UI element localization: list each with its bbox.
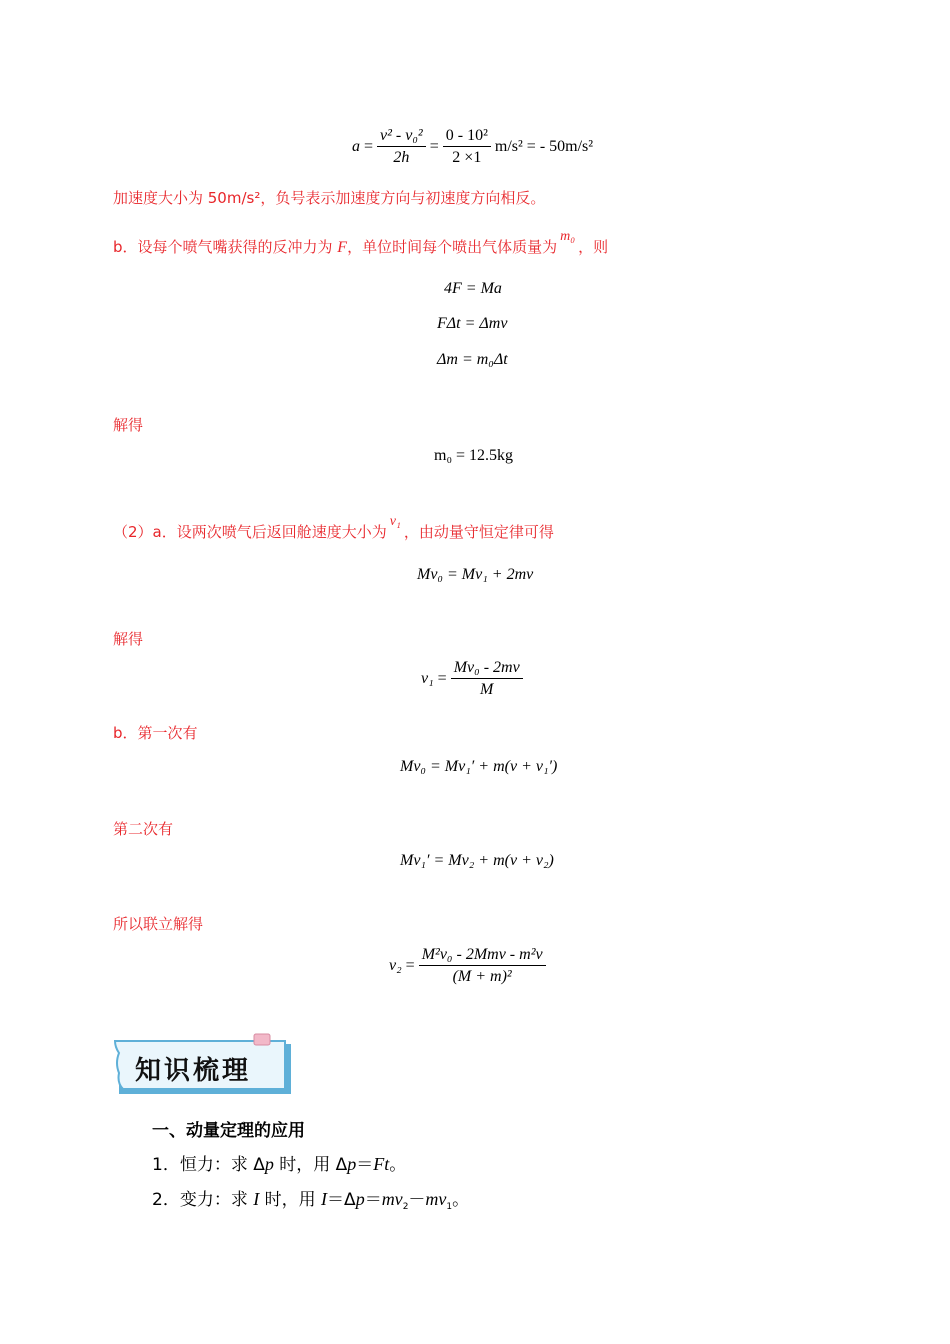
eq-lhs: a — [352, 138, 360, 156]
b-text-3: ，则 — [578, 238, 609, 256]
item-2-mv1: mv — [425, 1189, 447, 1209]
item-1-text-b: 时，用 Δ — [273, 1155, 348, 1175]
part2a-paragraph — [113, 514, 554, 542]
section-heading: 一、动量定理的应用 — [152, 1121, 305, 1141]
item-2-text-f: 。 — [452, 1190, 470, 1210]
equation-Fdt: FΔt = Δmv — [437, 315, 508, 332]
item-1-p2: p — [347, 1154, 357, 1174]
item-2 — [152, 1185, 469, 1212]
b-text-2: ，单位时间每个喷出气体质量为 — [347, 238, 558, 256]
result-v2-fraction — [419, 945, 546, 988]
fraction-1-num: v² - v₀² — [377, 126, 426, 147]
item-2-text-c: ＝Δ — [327, 1190, 356, 1210]
section-banner — [113, 1033, 295, 1097]
jiede-2: 解得 — [113, 630, 144, 648]
part2a-text-1: （2）a．设两次喷气后返回舱速度大小为 — [113, 523, 387, 541]
banner-title: 知识梳理 — [135, 1056, 252, 1086]
result-v1-lhs: v₁ — [421, 670, 434, 688]
result-v2: v₂ = $\frac{\text{M²v₀ - 2Mmv - m²v}}{\text{(M + m)²}}$ — [389, 945, 546, 988]
fraction-1-den: 2h — [393, 149, 410, 166]
equation-4F: 4F = Ma — [444, 280, 502, 297]
second-time-label: 第二次有 — [113, 820, 174, 838]
b-symbol-m0: m₀ — [560, 229, 576, 244]
unit: m/s² — [494, 138, 523, 156]
item-2-sub-2: 2 — [402, 1202, 409, 1212]
item-2-p: p — [355, 1189, 365, 1209]
jiede-1: 解得 — [113, 416, 144, 434]
part2a-text-2: ，由动量守恒定律可得 — [403, 523, 554, 541]
item-1 — [152, 1150, 406, 1175]
first-time-equation: Mv₀ = Mv₁′ + m(v + v₁′) — [400, 758, 558, 775]
b-symbol-F: F — [337, 239, 348, 256]
item-1-text-d: 。 — [389, 1155, 407, 1175]
equation-acceleration: a = $\frac{\text{v² - v₀²}}{2h}$ = $\frac{\text{0 - 10²}}{2 \times 1}$ m/s² = - 50m/s² — [352, 126, 593, 169]
part2a-symbol-v1: v₁ — [389, 514, 401, 529]
item-1-text-c: ＝ — [356, 1155, 374, 1175]
result-v2-lhs: v₂ — [389, 957, 402, 975]
eq-rhs: - 50m/s² — [539, 138, 594, 156]
item-1-text-a: 1．恒力：求 Δ — [152, 1155, 265, 1175]
item-2-sub-1: 1 — [446, 1202, 453, 1212]
fraction-2-num: 0 - 10² — [443, 126, 491, 147]
item-2-text-b: 时，用 — [259, 1190, 322, 1210]
item-2-I: I — [253, 1189, 260, 1209]
result-v2-num: M²v₀ - 2Mmv - m²v — [419, 945, 546, 966]
item-2-text-a: 2．变力：求 — [152, 1190, 254, 1210]
b-text-1: b．设每个喷气嘴获得的反冲力为 — [113, 238, 338, 256]
item-2-I2: I — [321, 1189, 328, 1209]
fraction-2 — [443, 126, 491, 169]
result-v1: v₁ = $\frac{\text{Mv₀ - 2mv}}{M}$ — [421, 658, 523, 701]
result-v1-den: M — [480, 681, 494, 698]
momentum-equation: Mv₀ = Mv₁ + 2mv — [417, 566, 534, 583]
fraction-1 — [377, 126, 426, 169]
result-m0: m₀ = 12.5kg — [434, 447, 514, 464]
item-1-Ft: Ft — [373, 1154, 390, 1174]
b-paragraph — [113, 229, 609, 257]
combine-label: 所以联立解得 — [113, 915, 204, 933]
item-2-mv2: mv — [381, 1189, 403, 1209]
result-v2-den: (M + m)² — [452, 968, 512, 985]
first-time-label: b．第一次有 — [113, 724, 198, 742]
item-2-text-e: － — [408, 1190, 426, 1210]
second-time-equation: Mv₁′ = Mv₂ + m(v + v₂) — [400, 852, 554, 869]
result-v1-num: Mv₀ - 2mv — [451, 658, 523, 679]
result-v1-fraction — [451, 658, 523, 701]
equation-dm: Δm = m₀Δt — [437, 351, 508, 368]
acceleration-note: 加速度大小为 50m/s²，负号表示加速度方向与初速度方向相反。 — [113, 189, 546, 207]
item-2-text-d: ＝ — [364, 1190, 382, 1210]
fraction-2-den: 2 ×1 — [452, 149, 482, 166]
item-1-p: p — [264, 1154, 274, 1174]
